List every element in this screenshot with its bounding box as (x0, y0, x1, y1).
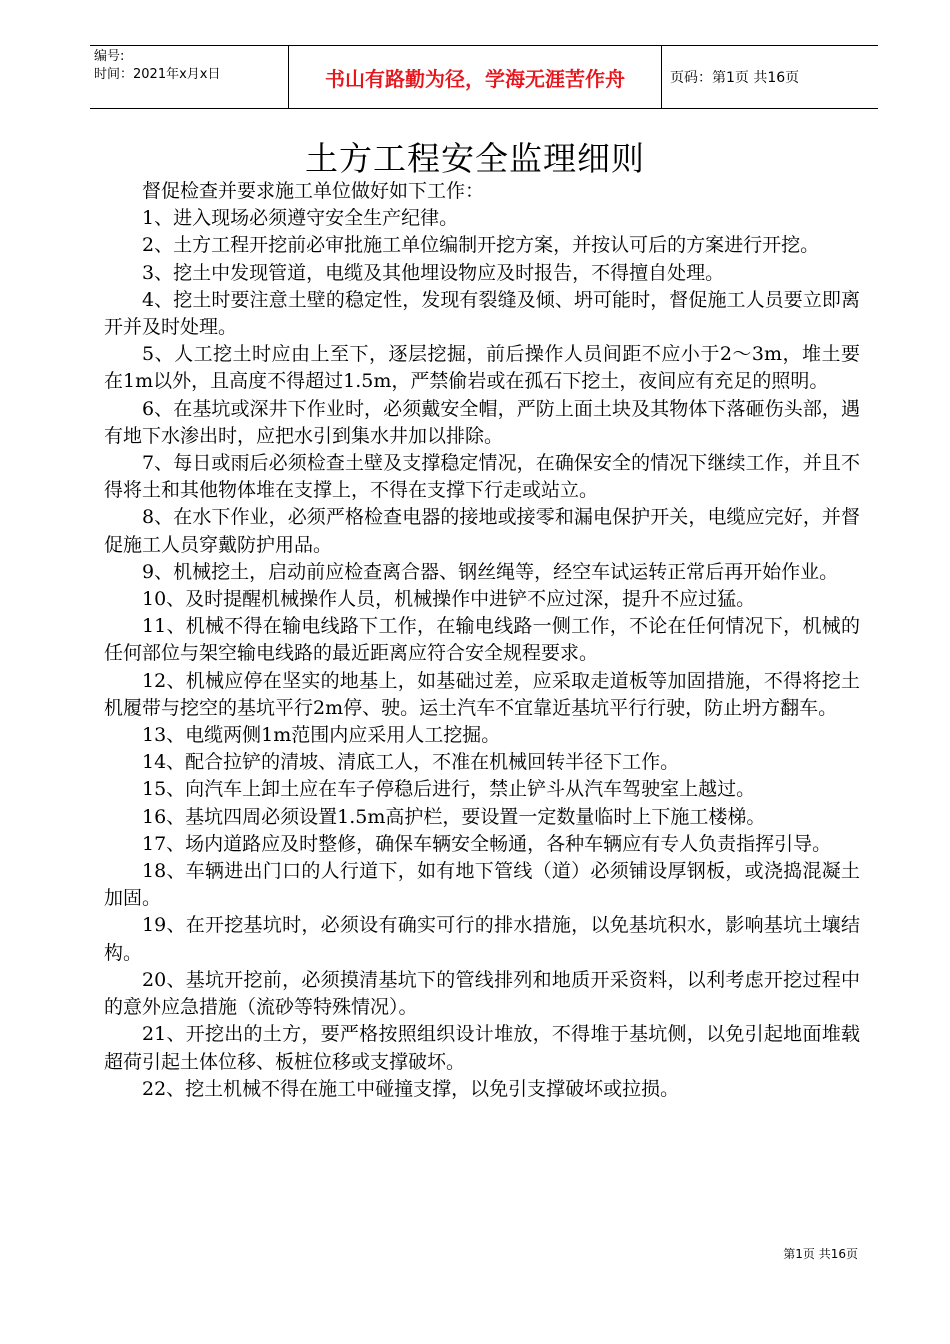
header-page-info: 页码：第1页 共16页 (670, 70, 800, 86)
page-footer: 第1页 共16页 (783, 1247, 858, 1261)
document-title: 土方工程安全监理细则 (305, 139, 645, 178)
list-item: 1、进入现场必须遵守安全生产纪律。 (142, 207, 459, 230)
list-item: 8、在水下作业，必须严格检查电器的接地或接零和漏电保护开关，电缆应完好，并督促施工人员穿戴防护用品。 (104, 506, 860, 556)
document-body (104, 178, 860, 1103)
list-item: 4、挖土时要注意土壁的稳定性，发现有裂缝及倾、坍可能时，督促施工人员要立即离开并及时处理。 (104, 288, 860, 339)
header-motto: 书山有路勤为径，学海无涯苦作舟 (288, 46, 662, 108)
list-item: 17、场内道路应及时整修，确保车辆安全畅通，各种车辆应有专人负责指挥引导。 (142, 832, 832, 855)
list-item: 10、及时提醒机械操作人员，机械操作中进铲不应过深，提升不应过猛。 (142, 588, 756, 611)
intro-paragraph: 督促检查并要求施工单位做好如下工作： (142, 180, 485, 202)
list-item: 21、开挖出的土方，要严格按照组织设计堆放，不得堆于基坑侧，以免引起地面堆载超荷引起土体位移、板桩位移或支撑破坏。 (104, 1023, 860, 1073)
list-item: 11、机械不得在输电线路下工作，在输电线路一侧工作，不论在任何情况下，机械的任何部位与架空输电线路的最近距离应符合安全规程要求。 (104, 615, 860, 665)
page-header (90, 45, 878, 109)
list-item: 18、车辆进出门口的人行道下，如有地下管线（道）必须铺设厚钢板，或浇捣混凝土加固。 (104, 860, 860, 910)
list-item: 16、基坑四周必须设置1.5m高护栏，要设置一定数量临时上下施工楼梯。 (142, 805, 766, 828)
document-time-label: 时间：2021年x月x日 (94, 67, 221, 82)
list-item: 7、每日或雨后必须检查土壁及支撑稳定情况，在确保安全的情况下继续工作，并且不得将土和其他物体堆在支撑上，不得在支撑下行走或站立。 (104, 452, 860, 502)
list-item: 15、向汽车上卸土应在车子停稳后进行，禁止铲斗从汽车驾驶室上越过。 (142, 778, 756, 801)
list-item: 19、在开挖基坑时，必须设有确实可行的排水措施，以免基坑积水，影响基坑土壤结构。 (104, 914, 860, 964)
list-item: 2、土方工程开挖前必审批施工单位编制开挖方案，并按认可后的方案进行开挖。 (142, 234, 820, 257)
list-item: 6、在基坑或深井下作业时，必须戴安全帽，严防上面土块及其物体下落砸伤头部，遇有地下水渗出时，应把水引到集水井加以排除。 (104, 397, 860, 447)
list-item: 13、电缆两侧1m范围内应采用人工挖掘。 (142, 724, 501, 747)
list-item: 9、机械挖土，启动前应检查离合器、钢丝绳等，经空车试运转正常后再开始作业。 (142, 560, 839, 583)
document-number-label: 编号: (94, 49, 125, 64)
list-item: 20、基坑开挖前，必须摸清基坑下的管线排列和地质开采资料，以利考虑开挖过程中的意外应急措施（流砂等特殊情况）。 (104, 968, 860, 1019)
header-meta (90, 46, 288, 108)
list-item: 14、配合拉铲的清坡、清底工人，不准在机械回转半径下工作。 (142, 751, 680, 774)
list-item: 3、挖土中发现管道，电缆及其他埋设物应及时报告，不得擅自处理。 (142, 261, 725, 284)
list-item: 22、挖土机械不得在施工中碰撞支撑，以免引支撑破坏或拉损。 (142, 1077, 680, 1100)
list-item: 12、机械应停在坚实的地基上，如基础过差，应采取走道板等加固措施，不得将挖土机履带与挖空的基坑平行2m停、驶。运土汽车不宜靠近基坑平行行驶，防止坍方翻车。 (104, 669, 860, 719)
list-item: 5、人工挖土时应由上至下，逐层挖掘，前后操作人员间距不应小于2～3m，堆土要在1m以外，且高度不得超过1.5m，严禁偷岩或在孤石下挖土，夜间应有充足的照明。 (104, 343, 860, 393)
